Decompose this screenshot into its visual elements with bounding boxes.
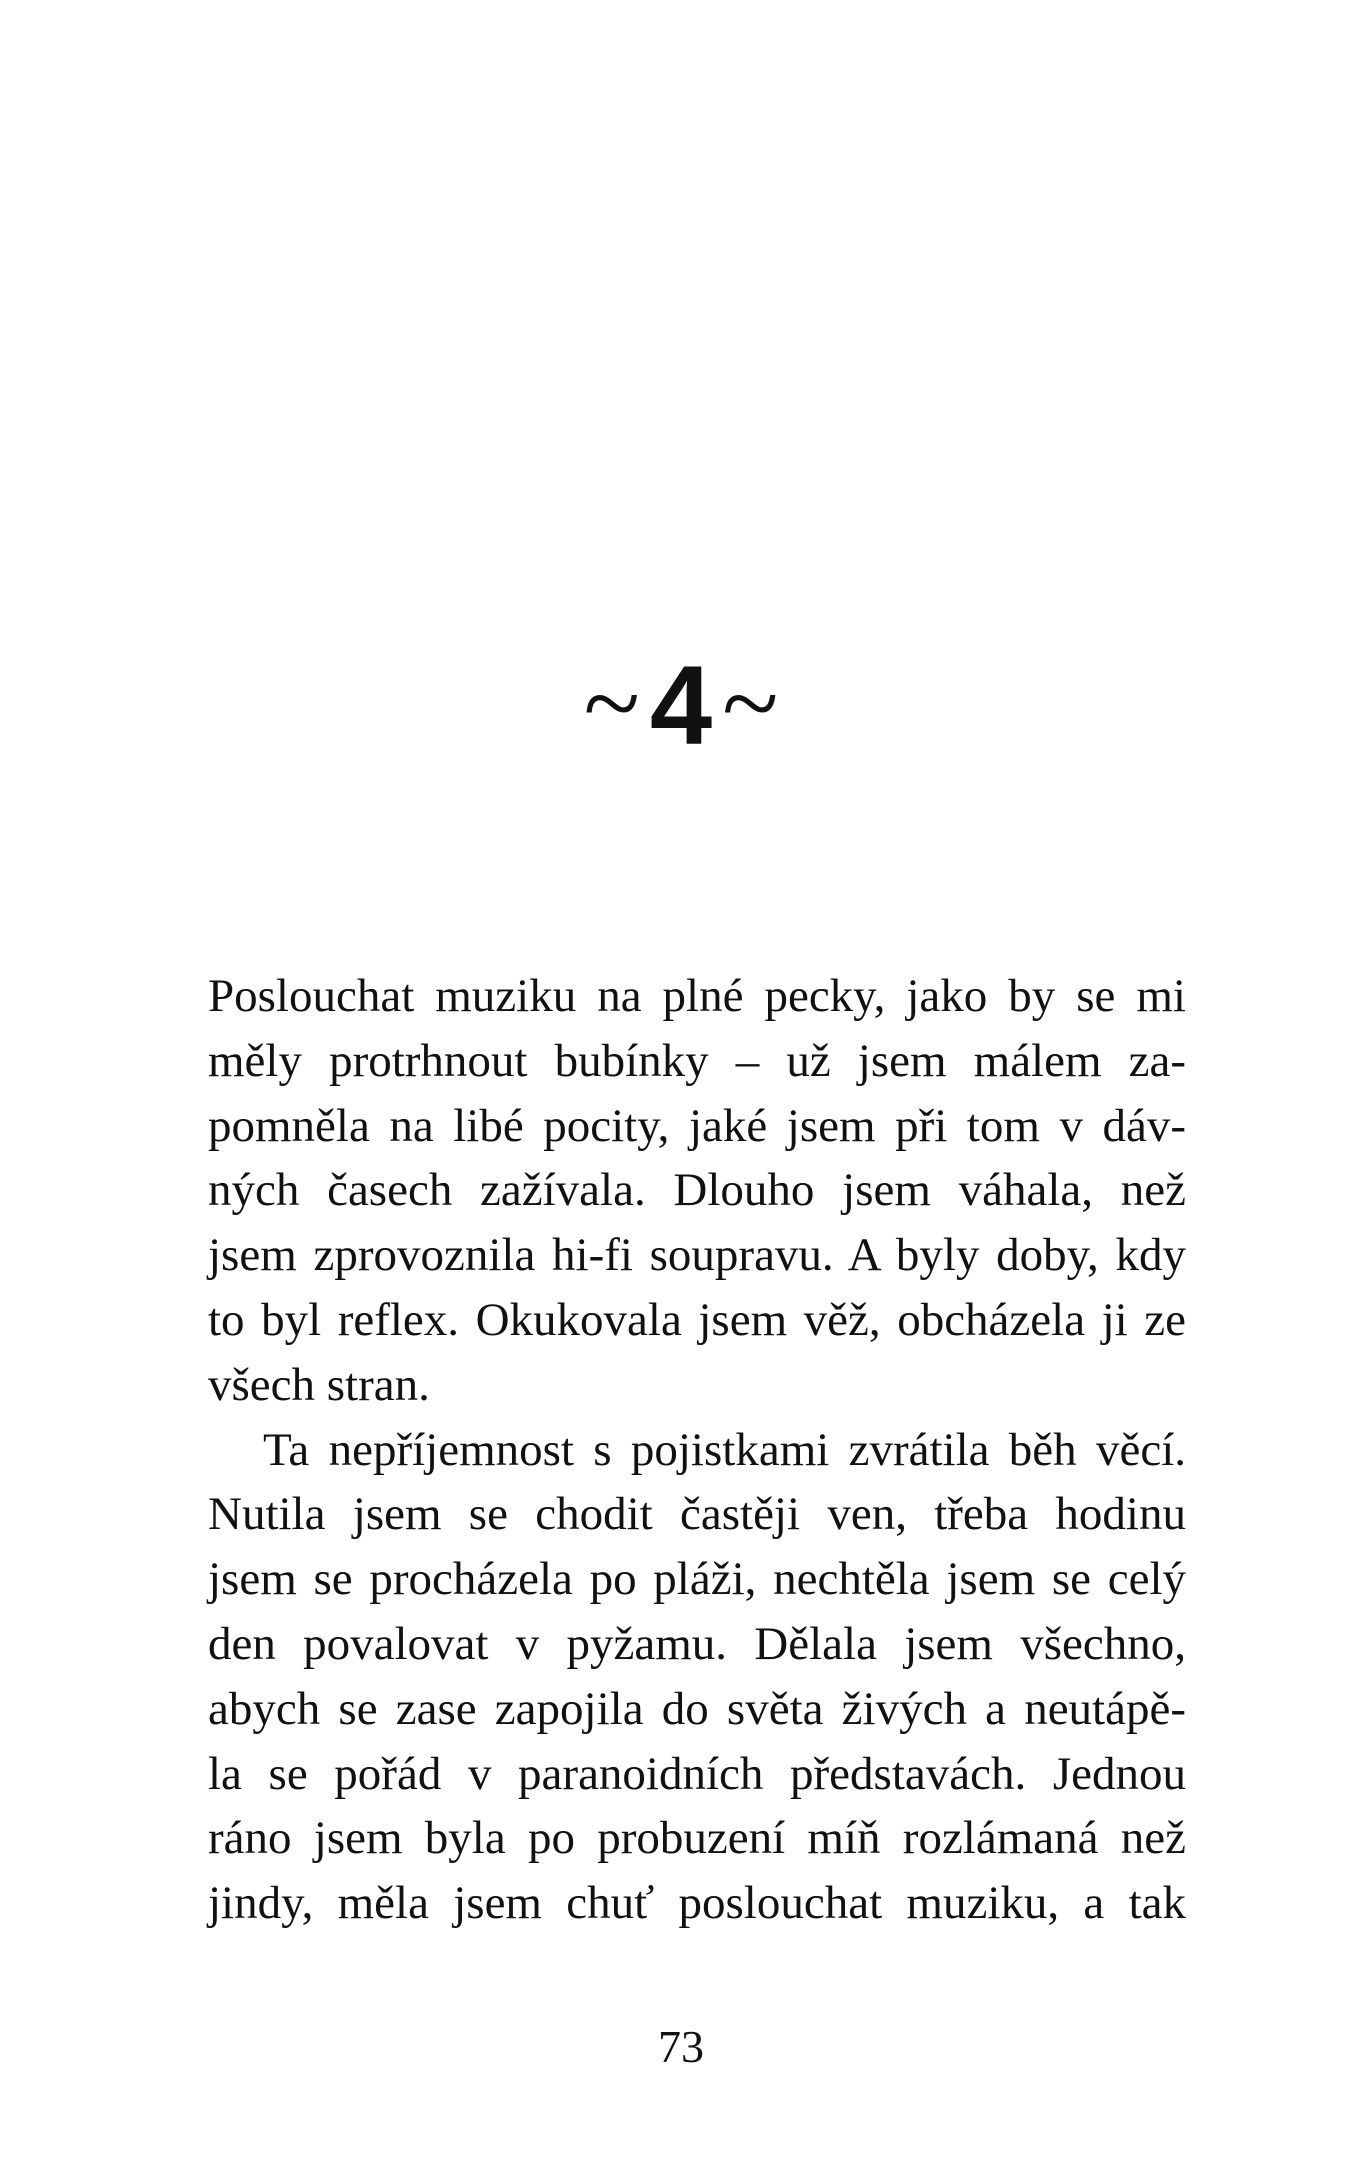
text-line: den povalovat v pyžamu. Dělala jsem všechno,	[208, 1617, 1186, 1670]
text-line: Poslouchat muziku na plné pecky, jako by se mi	[208, 970, 1186, 1022]
page-number: 73	[658, 2021, 704, 2072]
text-line: jindy, měla jsem chuť poslouchat muziku, a tak	[208, 1877, 1186, 1930]
text-line: pomněla na libé pocity, jaké jsem při tom v dáv-	[208, 1099, 1186, 1152]
text-line: la se pořád v paranoidních představách. Jednou	[208, 1747, 1186, 1800]
text-line: všech stran.	[208, 1358, 430, 1411]
text-line: jsem zprovoznila hi-fi soupravu. A byly doby, kdy	[208, 1229, 1186, 1282]
text-line: Ta nepříjemnost s pojistkami zvrátila běh věcí.	[263, 1423, 1186, 1476]
chapter-heading	[0, 643, 1362, 768]
chapter-number: 4	[649, 643, 713, 768]
text-line: Nutila jsem se chodit častěji ven, třeba hodinu	[208, 1488, 1186, 1541]
text-line: ných časech zažívala. Dlouho jsem váhala, než	[208, 1164, 1186, 1217]
paragraph-2	[208, 1418, 1186, 1936]
text-line: ráno jsem byla po probuzení míň rozlámaná než	[208, 1812, 1186, 1865]
chapter-tilde-right: ~	[722, 646, 779, 761]
paragraph-1	[208, 964, 1186, 1418]
text-line: abych se zase zapojila do světa živých a neutápě-	[208, 1682, 1186, 1735]
body-text	[208, 964, 1186, 1936]
text-line: to byl reflex. Okukovala jsem věž, obcházela ji ze	[208, 1293, 1186, 1346]
chapter-tilde-left: ~	[583, 646, 640, 761]
text-line: měly protrhnout bubínky – už jsem málem za-	[208, 1034, 1186, 1087]
text-line: jsem se procházela po pláži, nechtěla jsem se celý	[208, 1553, 1186, 1606]
